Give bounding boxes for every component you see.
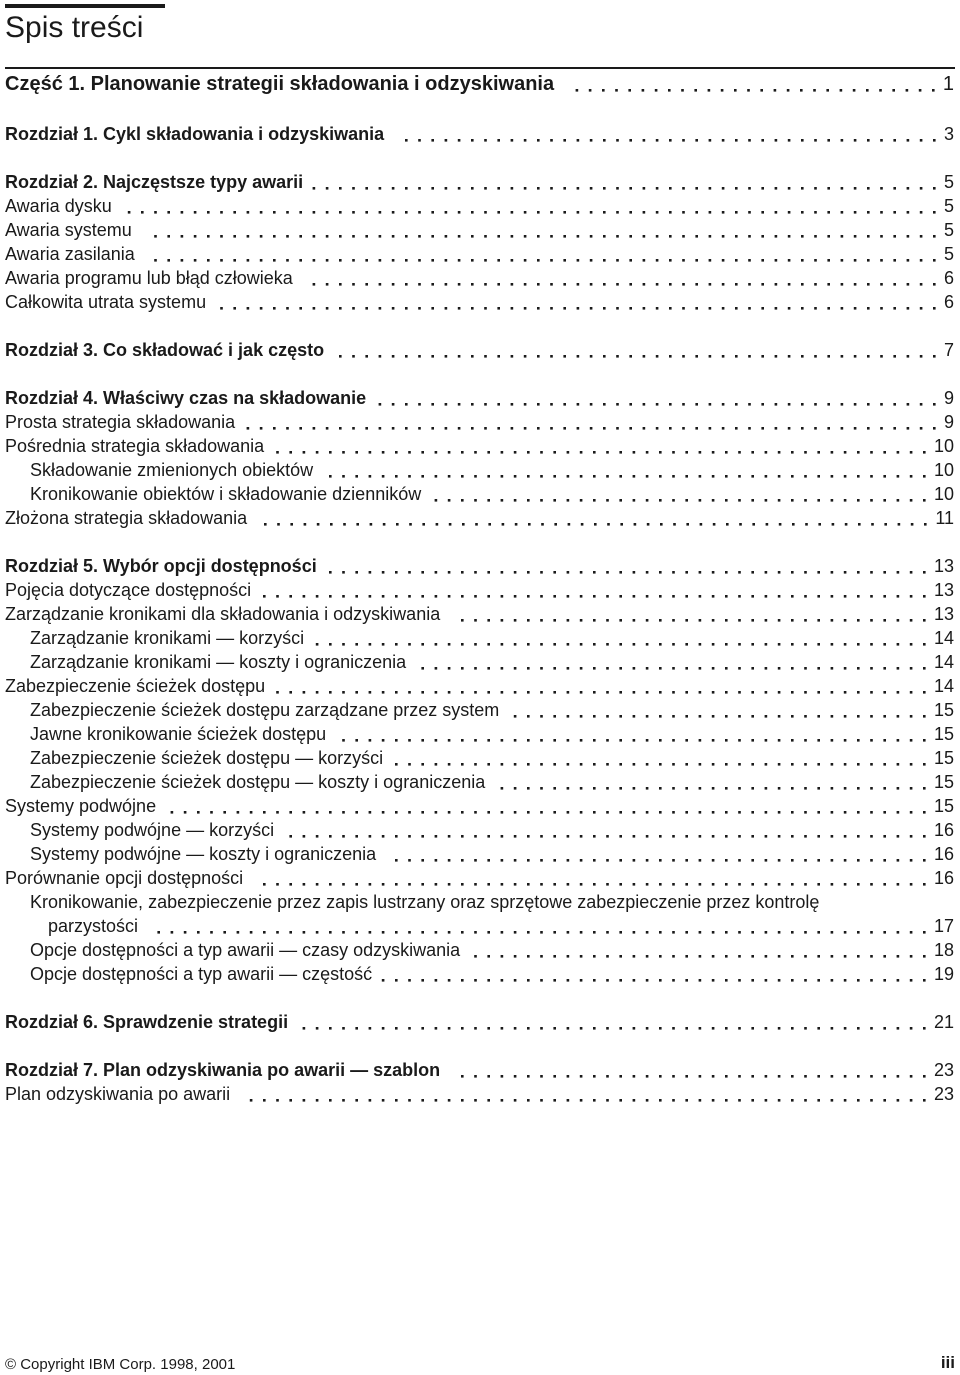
toc-entry-page: 23 (930, 1082, 954, 1106)
toc-entry-title: Awaria programu lub błąd człowieka (5, 268, 293, 288)
toc-entry[interactable] (0, 962, 960, 986)
dot-leader (448, 1058, 926, 1082)
toc-entry[interactable] (0, 938, 960, 962)
toc-entry-title: Rozdział 2. Najczęstsze typy awarii (5, 172, 304, 192)
toc-entry-page: 15 (930, 794, 954, 818)
toc-entry-page: 17 (930, 914, 954, 938)
toc-entry[interactable] (0, 72, 960, 96)
dot-leader (392, 122, 936, 146)
dot-leader (214, 290, 936, 314)
toc-entry-title: parzystości (48, 916, 139, 936)
dot-leader (296, 1010, 926, 1034)
toc-entry[interactable] (0, 122, 960, 146)
dot-leader (468, 938, 926, 962)
toc-entry[interactable] (0, 1058, 960, 1082)
toc-entry-page: 14 (930, 674, 954, 698)
toc-entry-title: Rozdział 6. Sprawdzenie strategii (5, 1012, 289, 1032)
toc-entry-title: Porównanie opcji dostępności (5, 868, 244, 888)
title-rule (5, 67, 955, 69)
toc-entry-page: 13 (930, 578, 954, 602)
toc-entry[interactable] (0, 626, 960, 650)
dot-leader (391, 746, 926, 770)
toc-entry-title: Awaria systemu (5, 220, 132, 240)
toc-entry-title: Złożona strategia składowania (5, 508, 248, 528)
toc-entry-page: 5 (940, 170, 954, 194)
toc-entry-title: Opcje dostępności a typ awarii — częstość (30, 964, 373, 984)
toc-entry[interactable] (0, 578, 960, 602)
toc-entry-title: Całkowita utrata systemu (5, 292, 207, 312)
toc-entry-page: 10 (930, 482, 954, 506)
toc-entry[interactable] (0, 602, 960, 626)
dot-leader (374, 386, 936, 410)
toc-entry-page: 16 (930, 842, 954, 866)
toc-entry-page: 13 (930, 602, 954, 626)
toc-entry-title: Systemy podwójne — korzyści (30, 820, 275, 840)
dot-leader (384, 842, 926, 866)
toc-entry[interactable] (0, 842, 960, 866)
toc-entry-page: 10 (930, 434, 954, 458)
toc-entry[interactable] (0, 218, 960, 242)
toc-entry-title: Zabezpieczenie ścieżek dostępu — koszty i ograniczenia (30, 772, 486, 792)
dot-leader (429, 482, 926, 506)
toc-entry-page: 16 (930, 866, 954, 890)
toc-entry[interactable] (0, 290, 960, 314)
dot-leader (325, 554, 926, 578)
toc-entry[interactable] (0, 242, 960, 266)
toc-entry[interactable] (0, 746, 960, 770)
dot-leader (301, 266, 936, 290)
toc-entry-page: 15 (930, 746, 954, 770)
toc-entry[interactable] (0, 482, 960, 506)
toc-entry[interactable] (0, 650, 960, 674)
toc-entry-page: 9 (940, 386, 954, 410)
toc-entry[interactable] (0, 1082, 960, 1106)
toc-entry-title: Składowanie zmienionych obiektów (30, 460, 314, 480)
toc-entry-page: 9 (940, 410, 954, 434)
toc-entry[interactable] (0, 914, 960, 938)
toc-entry-title: Awaria zasilania (5, 244, 135, 264)
toc-entry-page: 16 (930, 818, 954, 842)
dot-leader (255, 506, 927, 530)
toc-entry-page: 11 (931, 506, 954, 530)
toc-entry-title: Rozdział 3. Co składować i jak często (5, 340, 325, 360)
dot-leader (334, 722, 926, 746)
toc-entry-page: 7 (940, 338, 954, 362)
dot-leader (243, 410, 936, 434)
toc-entry-title: Kronikowanie obiektów i składowanie dzienników (30, 484, 422, 504)
toc-entry[interactable] (0, 818, 960, 842)
toc-entry-page: 5 (940, 194, 954, 218)
toc-entry-title: Zabezpieczenie ścieżek dostępu — korzyści (30, 748, 384, 768)
toc-entry-page: 6 (940, 290, 954, 314)
toc-entry-page: 19 (930, 962, 954, 986)
toc-entry-page: 15 (930, 698, 954, 722)
toc-entry[interactable] (0, 698, 960, 722)
toc-entry-page: 5 (940, 218, 954, 242)
toc-entry-page: 15 (930, 722, 954, 746)
dot-leader (164, 794, 926, 818)
toc-entry-title: Jawne kronikowanie ścieżek dostępu (30, 724, 327, 744)
toc-entry-page: 1 (939, 72, 954, 96)
toc-entry-title: Zarządzanie kronikami — korzyści (30, 628, 305, 648)
toc-entry-title: Rozdział 1. Cykl składowania i odzyskiwania (5, 124, 385, 144)
copyright-notice: © Copyright IBM Corp. 1998, 2001 (5, 1356, 236, 1373)
dot-leader (143, 242, 936, 266)
dot-leader (448, 602, 926, 626)
toc-entry-page: 18 (930, 938, 954, 962)
toc-entry-title: Systemy podwójne (5, 796, 157, 816)
toc-entry[interactable] (0, 770, 960, 794)
toc-entry[interactable] (0, 170, 960, 194)
dot-leader (312, 626, 926, 650)
toc-entry-title: Prosta strategia składowania (5, 412, 236, 432)
toc-entry-page: 14 (930, 626, 954, 650)
toc-entry-title: Zabezpieczenie ścieżek dostępu zarządzane przez system (30, 700, 500, 720)
toc-entry-title: Awaria dysku (5, 196, 112, 216)
dot-leader (273, 674, 926, 698)
dot-leader (140, 218, 936, 242)
toc-entry[interactable] (0, 386, 960, 410)
toc-entry-title: Pojęcia dotyczące dostępności (5, 580, 252, 600)
toc-entry-title: Kronikowanie, zabezpieczenie przez zapis lustrzany oraz sprzętowe zabezpieczenie przez kontrolę (30, 892, 820, 912)
toc-entry[interactable] (0, 866, 960, 890)
dot-leader (507, 698, 926, 722)
toc-entry-title: Systemy podwójne — koszty i ograniczenia (30, 844, 377, 864)
toc-entry-page: 15 (930, 770, 954, 794)
toc-entry-page: 23 (930, 1058, 954, 1082)
toc-entry[interactable] (0, 506, 960, 530)
toc-entry[interactable] (0, 458, 960, 482)
toc-entry[interactable] (0, 266, 960, 290)
dot-leader (251, 866, 926, 890)
toc-entry[interactable] (0, 410, 960, 434)
page-number: iii (940, 1353, 955, 1372)
toc-entry[interactable] (0, 890, 960, 914)
toc-entry-page: 14 (930, 650, 954, 674)
toc-entry[interactable] (0, 434, 960, 458)
toc-entry-title: Zarządzanie kronikami — koszty i ograniczenia (30, 652, 407, 672)
toc-entry-title: Rozdział 4. Właściwy czas na składowanie (5, 388, 367, 408)
toc-entry-title: Rozdział 7. Plan odzyskiwania po awarii — szablon (5, 1060, 441, 1080)
dot-leader (259, 578, 926, 602)
dot-leader (120, 194, 936, 218)
toc-entry[interactable] (0, 1010, 960, 1034)
toc-entry-title: Rozdział 5. Wybór opcji dostępności (5, 556, 317, 576)
toc-entry[interactable] (0, 554, 960, 578)
toc-entry-title: Zabezpieczenie ścieżek dostępu (5, 676, 266, 696)
toc-entry-page: 10 (930, 458, 954, 482)
toc-entry-page: 5 (940, 242, 954, 266)
toc-entry-page: 21 (930, 1010, 954, 1034)
dot-leader (146, 914, 926, 938)
dot-leader (282, 818, 926, 842)
dot-leader (562, 72, 935, 96)
toc-entry-title: Zarządzanie kronikami dla składowania i odzyskiwania (5, 604, 441, 624)
toc-entry-title: Pośrednia strategia składowania (5, 436, 265, 456)
toc-entry[interactable] (0, 722, 960, 746)
dot-leader (380, 962, 926, 986)
toc-entry-page: 13 (930, 554, 954, 578)
toc-entry-title: Plan odzyskiwania po awarii (5, 1084, 231, 1104)
toc-entry[interactable] (0, 674, 960, 698)
toc-entry[interactable] (0, 338, 960, 362)
dot-leader (238, 1082, 926, 1106)
toc-entry-page: 6 (940, 266, 954, 290)
dot-leader (311, 170, 936, 194)
toc-entry-title: Część 1. Planowanie strategii składowania i odzyskiwania (5, 73, 555, 95)
dot-leader (493, 770, 926, 794)
page-title: Spis treści (5, 11, 144, 44)
dot-leader (414, 650, 926, 674)
dot-leader (332, 338, 936, 362)
dot-leader (272, 434, 926, 458)
toc-entry-title: Opcje dostępności a typ awarii — czasy odzyskiwania (30, 940, 461, 960)
dot-leader (321, 458, 926, 482)
toc-entry-page: 3 (940, 122, 954, 146)
toc-entry[interactable] (0, 794, 960, 818)
toc-entry[interactable] (0, 194, 960, 218)
